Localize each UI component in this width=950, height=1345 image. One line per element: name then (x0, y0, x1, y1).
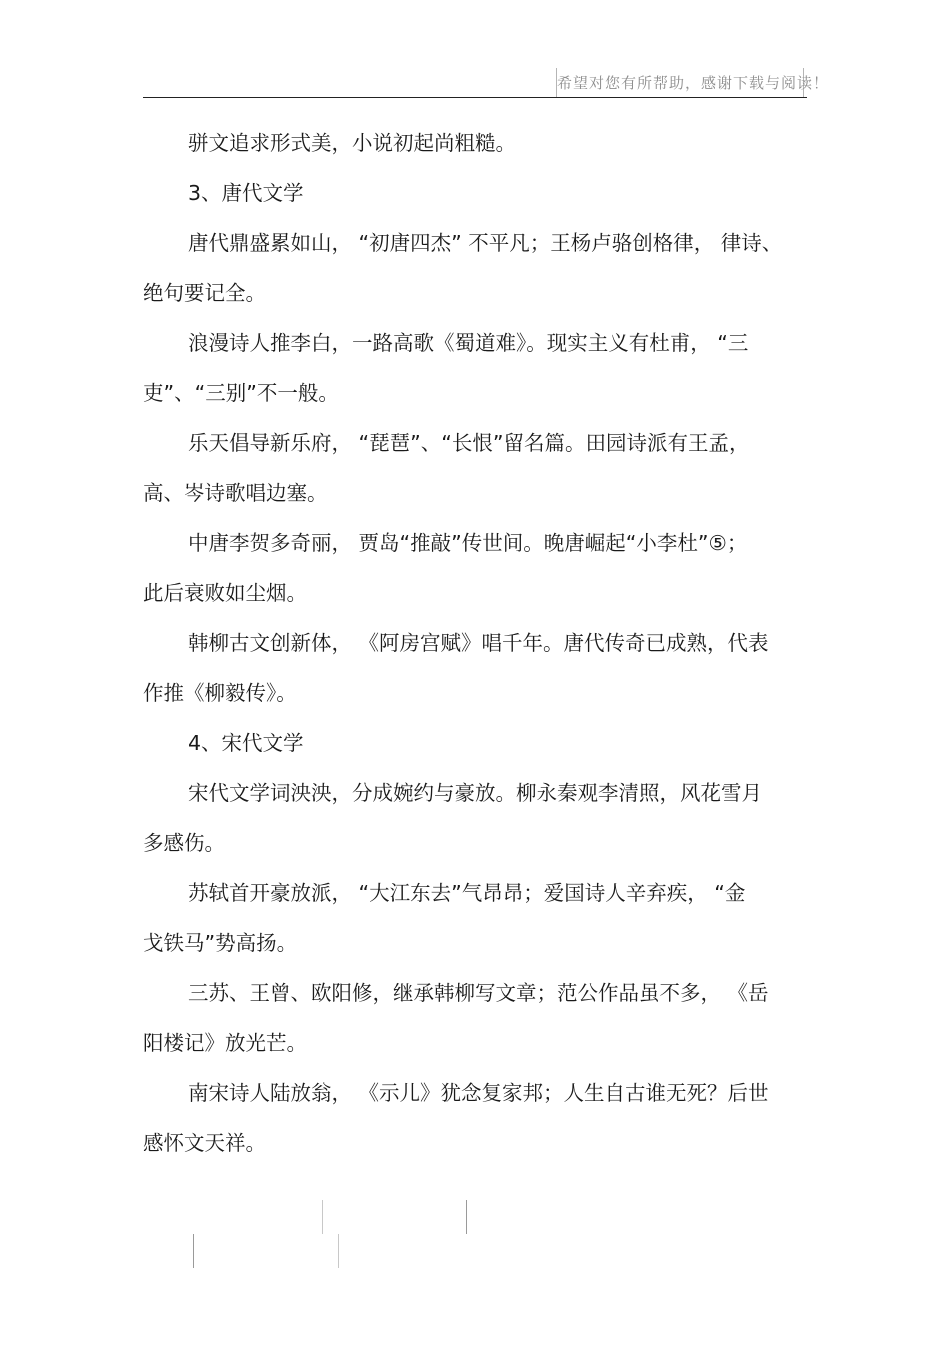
text-line: 作推《柳毅传》。 (143, 681, 297, 705)
text-line: 绝句要记全。 (143, 281, 266, 305)
header-divider (143, 97, 807, 98)
text-line: 苏轼首开豪放派， “大江东去”气昂昂；爱国诗人辛弃疾， “金 (188, 881, 746, 905)
text-line: 三苏、王曾、欧阳修，继承韩柳写文章；范公作品虽不多， 《岳 (188, 981, 769, 1005)
text-line: 阳楼记》放光芒。 (143, 1031, 307, 1055)
text-line: 宋代文学词泱泱，分成婉约与豪放。柳永秦观李清照，风花雪月 (188, 781, 762, 805)
text-line: 南宋诗人陆放翁， 《示儿》犹念复家邦；人生自古谁无死？后世 (188, 1081, 769, 1105)
document-body (143, 118, 793, 1168)
text-line: 高、岑诗歌唱边塞。 (143, 481, 328, 505)
scan-artifact-line (338, 1234, 339, 1268)
text-line: 多感伤。 (143, 831, 225, 855)
text-line: 骈文追求形式美，小说初起尚粗糙。 (188, 131, 516, 155)
text-line: 乐天倡导新乐府， “琵琶”、“长恨”留名篇。田园诗派有王孟， (188, 431, 750, 455)
text-line: 韩柳古文创新体， 《阿房宫赋》唱千年。唐代传奇已成熟，代表 (188, 631, 769, 655)
text-line: 戈铁马”势高扬。 (143, 931, 298, 955)
scan-artifact-line (466, 1200, 467, 1234)
text-line: 感怀文天祥。 (143, 1131, 266, 1155)
section-heading-tang: 3、唐代文学 (188, 181, 304, 205)
text-line: 此后衰败如尘烟。 (143, 581, 307, 605)
text-line: 吏”、“三别”不一般。 (143, 381, 339, 405)
text-line: 中唐李贺多奇丽， 贾岛“推敲”传世间。晚唐崛起“小李杜”⑤； (188, 531, 748, 555)
scan-artifact-line (322, 1200, 323, 1234)
scan-artifact-line (193, 1234, 194, 1268)
text-line: 浪漫诗人推李白，一路高歌《蜀道难》。现实主义有杜甫， “三 (188, 331, 749, 355)
header-note: 希望对您有所帮助，感谢下载与阅读！ (556, 68, 804, 98)
text-line: 唐代鼎盛累如山， “初唐四杰” 不平凡；王杨卢骆创格律， 律诗、 (188, 231, 783, 255)
section-heading-song: 4、宋代文学 (188, 731, 304, 755)
